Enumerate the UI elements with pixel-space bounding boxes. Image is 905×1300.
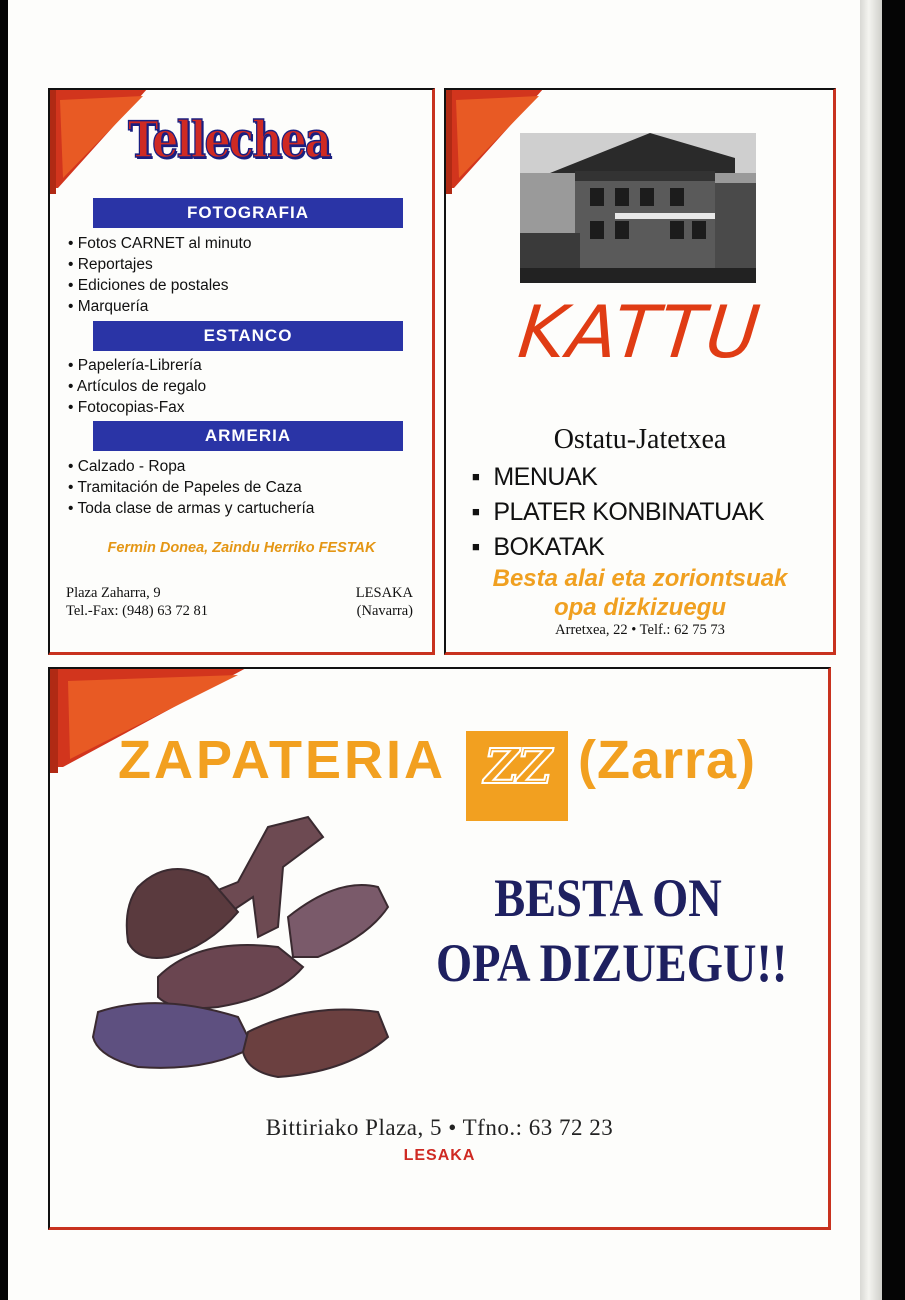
region: (Navarra) [356,603,413,619]
kattu-logo: KATTU [514,290,766,374]
location-block [356,584,413,620]
slogan-line1: BESTA ON [494,868,722,928]
list-item: • Papelería-Librería [68,355,206,376]
list-item: • Tramitación de Papeles de Caza [68,477,314,498]
list-item: ■ BOKATAK [472,530,764,565]
kattu-address: Arretxea, 22 • Telf.: 62 75 73 [555,622,725,638]
shoes-image [78,807,428,1107]
tellechea-logo: Tellechea [128,110,330,169]
list-item: • Artículos de regalo [68,376,206,397]
zapateria-city: LESAKA [403,1147,476,1164]
list-item: • Fotos CARNET al minuto [68,233,251,254]
zapateria-subtitle: (Zarra) [578,730,757,790]
menu-list [472,460,764,565]
page-edge [860,0,882,1300]
zapateria-title: ZAPATERIA [118,730,446,790]
kattu-ad [444,88,836,655]
kattu-subtitle: Ostatu-Jatetxea [553,424,727,455]
section-estanco: ESTANCO [93,321,403,351]
list-item: • Ediciones de postales [68,275,251,296]
building-photo [520,133,756,283]
phone-number: Tel.-Fax: (948) 63 72 81 [66,603,208,619]
list-item: • Fotocopias-Fax [68,397,206,418]
kattu-greeting-line2: opa dizkizuegu [553,594,726,621]
list-item: • Calzado - Ropa [68,456,314,477]
estanco-list [68,355,206,418]
festival-greeting: Fermin Donea, Zaindu Herriko FESTAK [107,540,376,556]
list-item: • Marquería [68,296,251,317]
address-block [66,584,208,620]
zapateria-ad [48,667,831,1230]
zz-logo-text: ZZ [483,739,551,795]
fotografia-list [68,233,251,317]
section-fotografia: FOTOGRAFIA [93,198,403,228]
slogan-line2: OPA DIZUEGU!! [436,933,788,993]
list-item: • Toda clase de armas y cartuchería [68,498,314,519]
zz-logo [466,731,568,821]
armeria-list [68,456,314,519]
list-item: ■ MENUAK [472,460,764,495]
list-item: ■ PLATER KONBINATUAK [472,495,764,530]
list-item: • Reportajes [68,254,251,275]
street-address: Plaza Zaharra, 9 [66,585,161,601]
city: LESAKA [355,585,413,601]
section-armeria: ARMERIA [93,421,403,451]
tellechea-ad [48,88,435,655]
kattu-greeting-line1: Besta alai eta zoriontsuak [492,565,788,592]
zapateria-address: Bittiriako Plaza, 5 • Tfno.: 63 72 23 [265,1115,614,1140]
